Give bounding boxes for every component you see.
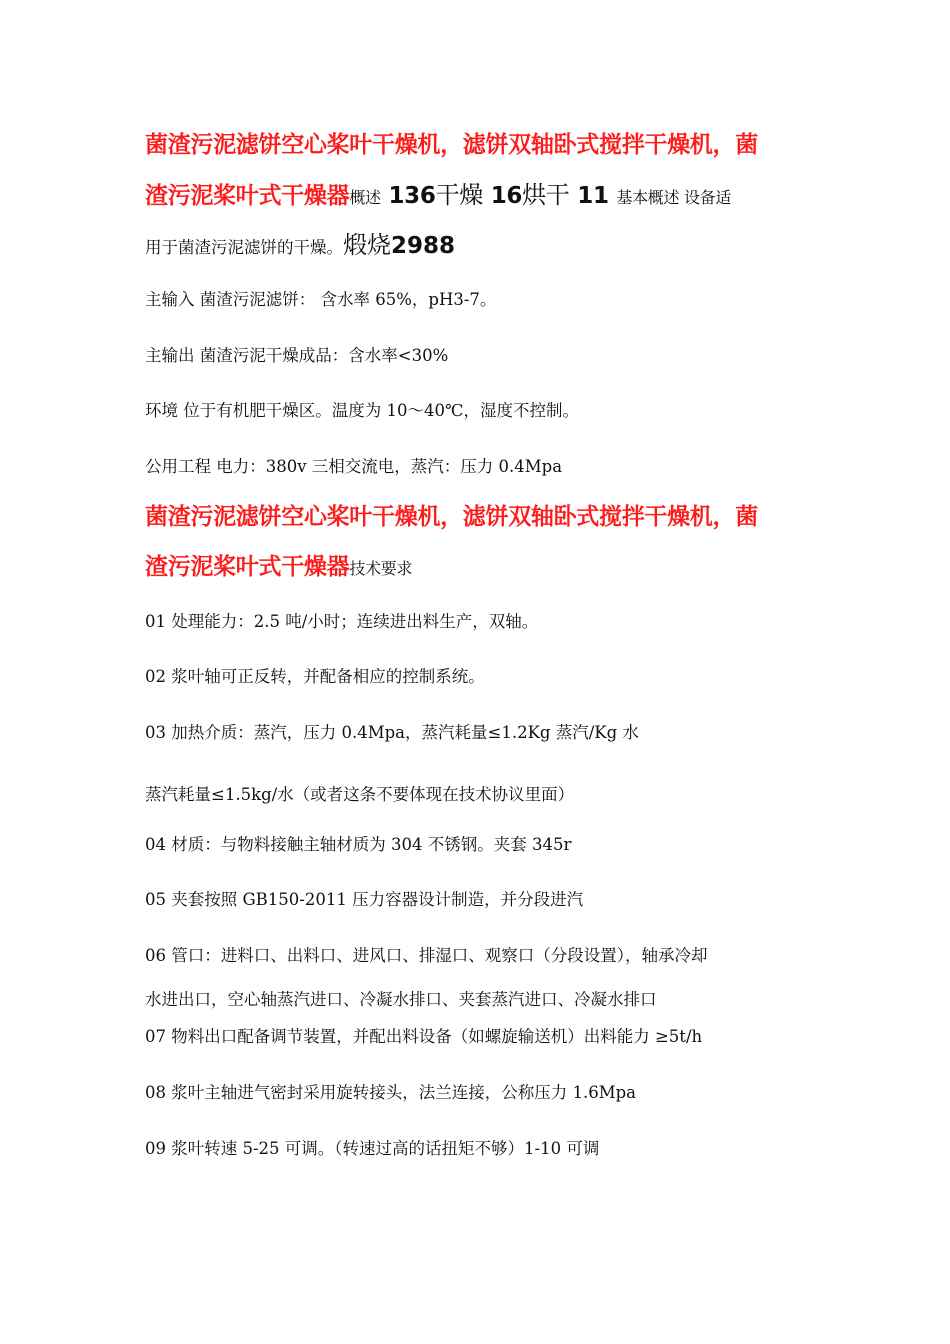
requirement-05: 05 夹套按照 GB150-2011 压力容器设计制造，并分段进汽 [145,890,584,909]
heading-2-line-1: 菌渣污泥滤饼空心桨叶干燥机，滤饼双轴卧式搅拌干燥机，菌 [145,504,758,530]
keyword-4-text: 煅烧 [343,231,391,259]
environment-line: 环境 位于有机肥干燥区。温度为 10～40℃，湿度不控制。 [145,401,579,420]
keyword-2-number: 16 [490,183,523,209]
main-output-line: 主输出 菌渣污泥干燥成品：含水率<30% [145,346,449,365]
requirement-06-continued: 水进出口，空心轴蒸汽进口、冷凝水排口、夹套蒸汽进口、冷凝水排口 [145,990,657,1009]
main-input-line: 主输入 菌渣污泥滤饼： 含水率 65%，pH3-7。 [145,290,497,309]
heading-1-line-1: 菌渣污泥滤饼空心桨叶干燥机，滤饼双轴卧式搅拌干燥机，菌 [145,132,758,158]
requirement-02: 02 浆叶轴可正反转，并配备相应的控制系统。 [145,667,485,686]
keyword-1-number: 136 [388,183,436,209]
requirement-06: 06 管口：进料口、出料口、进风口、排湿口、观察口（分段设置），轴承冷却 [145,946,708,965]
overview-tail: 基本概述 设备适 [616,188,732,207]
requirement-03: 03 加热介质：蒸汽，压力 0.4Mpa，蒸汽耗量≤1.2Kg 蒸汽/Kg 水 [145,723,639,742]
keyword-2-text: 烘干 [522,181,570,209]
requirement-03-continued: 蒸汽耗量≤1.5kg/水（或者这条不要体现在技术协议里面） [145,785,575,804]
heading-2-red-text: 渣污泥桨叶式干燥器 [145,554,350,580]
requirement-09: 09 浆叶转速 5-25 可调。（转速过高的话扭矩不够）1-10 可调 [145,1139,600,1158]
requirement-08: 08 浆叶主轴进气密封采用旋转接头，法兰连接，公称压力 1.6Mpa [145,1083,637,1102]
overview-text: 用于菌渣污泥滤饼的干燥。 [145,238,343,257]
heading-1-tag: 概述 [349,188,381,207]
requirement-04: 04 材质：与物料接触主轴材质为 304 不锈钢。夹套 345r [145,835,572,854]
heading-1-red-text: 渣污泥桨叶式干燥器 [145,183,350,209]
keyword-1-text: 干燥 [435,181,483,209]
requirement-07: 07 物料出口配备调节装置，并配出料设备（如螺旋输送机）出料能力 ≥5t/h [145,1027,703,1046]
heading-1 [145,120,810,223]
overview-line-2 [145,225,810,260]
heading-2-tag: 技术要求 [349,559,413,578]
heading-1-line-2 [145,170,810,223]
keyword-3-number: 11 [577,183,609,209]
heading-2 [145,492,810,594]
requirement-01: 01 处理能力：2.5 吨/小时；连续进出料生产，双轴。 [145,612,539,631]
heading-2-line-2 [145,542,810,594]
keyword-4-number: 2988 [391,233,456,259]
utilities-line: 公用工程 电力：380v 三相交流电，蒸汽：压力 0.4Mpa [145,457,563,476]
